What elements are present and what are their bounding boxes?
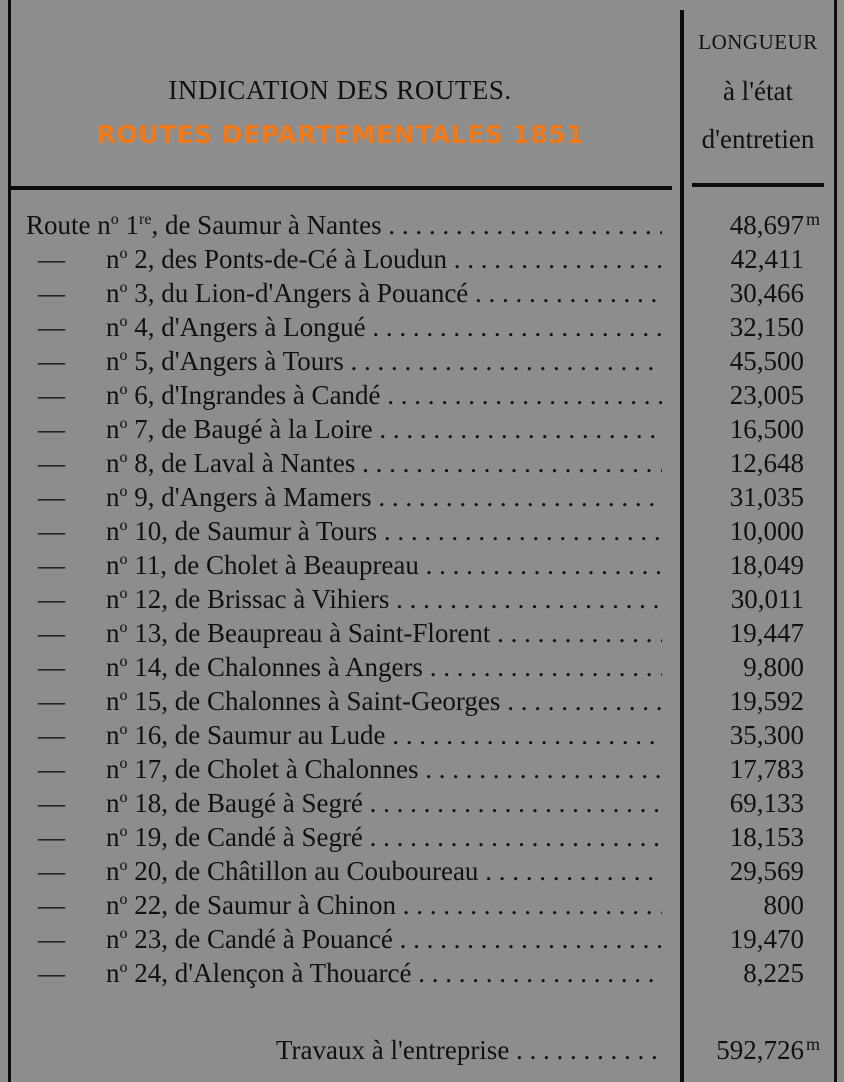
route-length: 31,035	[729, 482, 804, 512]
route-length: 45,500	[729, 346, 804, 376]
ditto-dash: —	[38, 448, 65, 478]
route-length: 9,800	[743, 652, 804, 682]
route-length: 48,697	[729, 210, 804, 240]
length-header-rule	[692, 183, 824, 187]
ditto-dash: —	[38, 346, 65, 376]
total-unit: m	[806, 1034, 821, 1054]
total-length: 592,726	[716, 1035, 804, 1065]
table-title: INDICATION DES ROUTES.	[168, 75, 512, 105]
route-length: 800	[763, 890, 804, 920]
ditto-dash: —	[38, 652, 65, 682]
ditto-dash: —	[38, 278, 65, 308]
table-row	[0, 310, 844, 344]
table-row	[0, 752, 844, 786]
route-description: $n^o$ 18, de Baugé à Segré . . .	[106, 786, 662, 820]
table-row	[0, 344, 844, 378]
route-length: 8,225	[743, 958, 804, 988]
route-length: 42,411	[730, 244, 804, 274]
table-row	[0, 208, 844, 242]
table-row	[0, 480, 844, 514]
ditto-dash: —	[38, 584, 65, 614]
table-row	[0, 684, 844, 718]
ditto-dash: —	[38, 618, 65, 648]
route-description: $n^o$ 5, d'Angers à Tours . . .	[106, 344, 662, 378]
route-description: $n^o$ 24, d'Alençon à Thouarcé . . .	[106, 956, 662, 990]
route-description: $n^o$ 7, de Baugé à la Loire . . .	[106, 412, 662, 446]
route-length: 30,011	[730, 584, 804, 614]
ditto-dash: —	[38, 958, 65, 988]
ditto-dash: —	[38, 822, 65, 852]
total-row	[0, 1030, 844, 1070]
route-length: 30,466	[729, 278, 804, 308]
table-row	[0, 650, 844, 684]
ditto-dash: —	[38, 550, 65, 580]
route-description: $n^o$ 23, de Candé à Pouancé . . .	[106, 922, 662, 956]
total-label: Travaux à l'entreprise . . .	[276, 1030, 662, 1070]
table-subtitle: ROUTES DEPARTEMENTALES 1851	[96, 120, 584, 149]
route-description: $n^o$ 22, de Saumur à Chinon . . .	[106, 888, 662, 922]
route-description: $n^o$ 4, d'Angers à Longué . . .	[106, 310, 662, 344]
route-description: $n^o$ 8, de Laval à Nantes . . .	[106, 446, 662, 480]
route-length: 18,153	[729, 822, 804, 852]
route-length: 19,447	[729, 618, 804, 648]
table-row	[0, 786, 844, 820]
route-description: $n^o$ 3, du Lion-d'Angers à Pouancé . . .	[106, 276, 662, 310]
route-description: $n^o$ 2, des Ponts-de-Cé à Loudun . . .	[106, 242, 662, 276]
ditto-dash: —	[38, 312, 65, 342]
route-description: $n^o$ 12, de Brissac à Vihiers . . .	[106, 582, 662, 616]
ditto-dash: —	[38, 482, 65, 512]
length-unit: m	[806, 209, 821, 229]
table-row	[0, 820, 844, 854]
ditto-dash: —	[38, 754, 65, 784]
route-length: 69,133	[729, 788, 804, 818]
route-length: 18,049	[729, 550, 804, 580]
ditto-dash: —	[38, 244, 65, 274]
route-length: 12,648	[729, 448, 804, 478]
route-length: 29,569	[729, 856, 804, 886]
route-length: 10,000	[729, 516, 804, 546]
length-header-line-1: LONGUEUR	[698, 30, 818, 54]
route-description: Route $n^o$ 1re, de Saumur à Nantes . . .	[26, 208, 662, 242]
route-length: 17,783	[729, 754, 804, 784]
length-header-line-2: à l'état	[722, 76, 794, 106]
route-description: $n^o$ 19, de Candé à Segré . . .	[106, 820, 662, 854]
route-description: $n^o$ 16, de Saumur au Lude . . .	[106, 718, 662, 752]
table-row	[0, 922, 844, 956]
ditto-dash: —	[38, 924, 65, 954]
table-row	[0, 616, 844, 650]
table-row	[0, 276, 844, 310]
route-description: $n^o$ 20, de Châtillon au Couboureau . . .	[106, 854, 662, 888]
ditto-dash: —	[38, 686, 65, 716]
header-rule	[8, 186, 672, 190]
table-row	[0, 854, 844, 888]
route-description: $n^o$ 6, d'Ingrandes à Candé . . .	[106, 378, 662, 412]
ditto-dash: —	[38, 380, 65, 410]
ditto-dash: —	[38, 788, 65, 818]
ditto-dash: —	[38, 720, 65, 750]
ditto-dash: —	[38, 890, 65, 920]
route-length: 19,470	[729, 924, 804, 954]
table-row	[0, 548, 844, 582]
route-description: $n^o$ 14, de Chalonnes à Angers . . .	[106, 650, 662, 684]
route-length: 19,592	[729, 686, 804, 716]
route-description: $n^o$ 17, de Cholet à Chalonnes . . .	[106, 752, 662, 786]
route-description: $n^o$ 10, de Saumur à Tours . . .	[106, 514, 662, 548]
length-header-line-3: d'entretien	[701, 124, 815, 154]
table-row	[0, 888, 844, 922]
ditto-dash: —	[38, 414, 65, 444]
table-row	[0, 242, 844, 276]
route-length: 16,500	[729, 414, 804, 444]
ditto-dash: —	[38, 516, 65, 546]
table-row	[0, 412, 844, 446]
table-row	[0, 582, 844, 616]
route-length: 35,300	[729, 720, 804, 750]
table-row	[0, 514, 844, 548]
route-description: $n^o$ 9, d'Angers à Mamers . . .	[106, 480, 662, 514]
route-description: $n^o$ 15, de Chalonnes à Saint-Georges . . .	[106, 684, 662, 718]
route-length: 32,150	[729, 312, 804, 342]
table-row	[0, 956, 844, 990]
route-description: $n^o$ 13, de Beaupreau à Saint-Florent . . .	[106, 616, 662, 650]
table-row	[0, 718, 844, 752]
route-description: $n^o$ 11, de Cholet à Beaupreau . . .	[106, 548, 662, 582]
route-length: 23,005	[729, 380, 804, 410]
table-row	[0, 378, 844, 412]
table-row	[0, 446, 844, 480]
ditto-dash: —	[38, 856, 65, 886]
